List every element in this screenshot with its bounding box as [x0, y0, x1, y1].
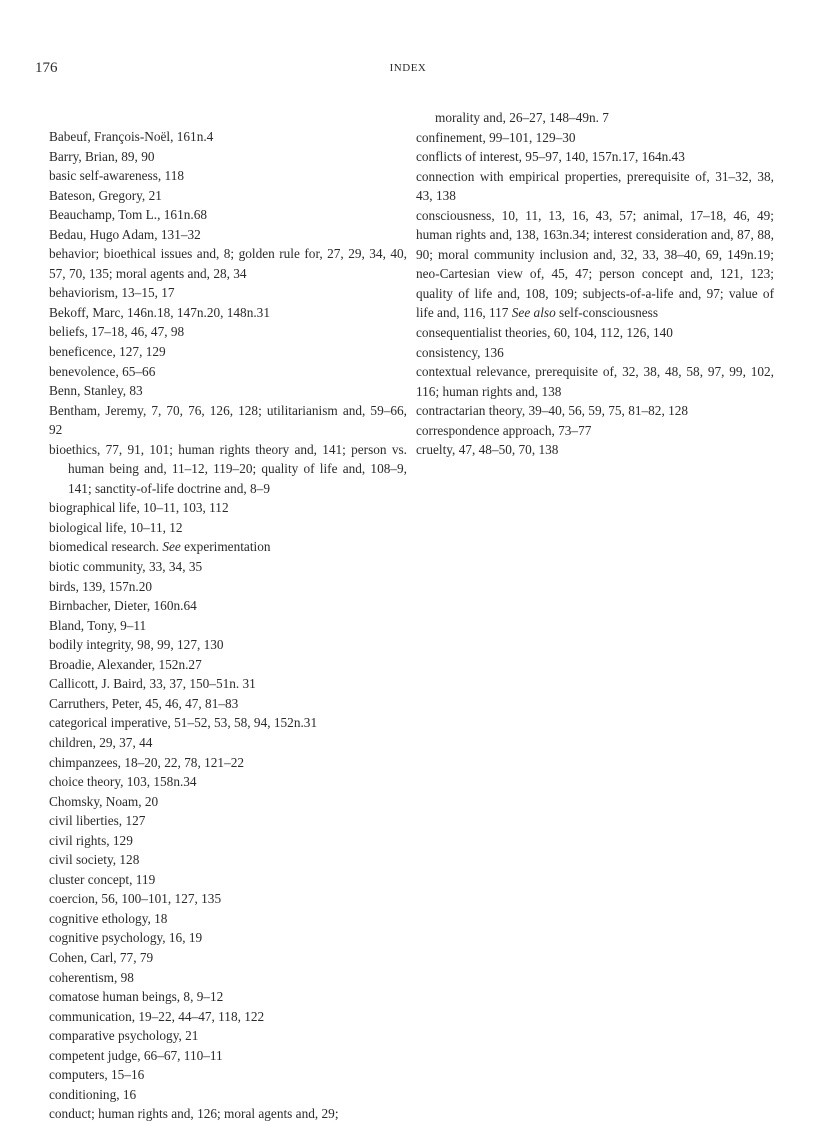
- index-entry: connection with empirical properties, prerequisite of, 31–32, 38, 43, 138: [416, 168, 774, 204]
- index-entry: behaviorism, 13–15, 17: [49, 285, 175, 301]
- index-entry: cognitive psychology, 16, 19: [49, 930, 203, 946]
- index-entry: conditioning, 16: [49, 1086, 137, 1102]
- index-column-right: [416, 108, 774, 460]
- index-entry: communication, 19–22, 44–47, 118, 122: [49, 1008, 265, 1024]
- index-entry: cluster concept, 119: [49, 871, 156, 887]
- index-entry: Beauchamp, Tom L., 161n.68: [49, 207, 207, 223]
- index-entry: civil rights, 129: [49, 832, 133, 848]
- index-entry: biographical life, 10–11, 103, 112: [49, 500, 229, 516]
- index-column-left: [49, 108, 407, 1124]
- entry-text: self-consciousness: [555, 305, 659, 321]
- index-entry: Bateson, Gregory, 21: [49, 187, 162, 203]
- index-entry: Benn, Stanley, 83: [49, 383, 143, 399]
- running-head: INDEX: [389, 62, 427, 74]
- see-reference: See: [162, 539, 181, 555]
- index-entry: birds, 139, 157n.20: [49, 578, 153, 594]
- index-entry: Babeuf, François-Noël, 161n.4: [49, 129, 214, 144]
- index-entry: conduct; human rights and, 126; moral agents and, 29;: [49, 1106, 339, 1122]
- index-entry: beliefs, 17–18, 46, 47, 98: [49, 324, 185, 340]
- index-entry: Bentham, Jeremy, 7, 70, 76, 126, 128; utilitarianism and, 59–66, 92: [49, 402, 407, 438]
- index-entry-consciousness: [416, 206, 774, 323]
- index-entry: cruelty, 47, 48–50, 70, 138: [416, 442, 559, 458]
- index-entry: cognitive ethology, 18: [49, 910, 168, 926]
- index-entry: competent judge, 66–67, 110–11: [49, 1047, 223, 1063]
- index-entry: children, 29, 37, 44: [49, 734, 153, 750]
- index-entry: Barry, Brian, 89, 90: [49, 148, 155, 164]
- index-entry: consequentialist theories, 60, 104, 112, 126, 140: [416, 325, 673, 341]
- index-entry: chimpanzees, 18–20, 22, 78, 121–22: [49, 754, 244, 770]
- entry-text: biomedical research.: [49, 539, 163, 555]
- page-number: 176: [35, 60, 58, 76]
- index-entry: bodily integrity, 98, 99, 127, 130: [49, 637, 224, 653]
- index-entry: categorical imperative, 51–52, 53, 58, 94, 152n.31: [49, 715, 318, 731]
- index-entry: Bekoff, Marc, 146n.18, 147n.20, 148n.31: [49, 304, 270, 320]
- index-entry: coherentism, 98: [49, 969, 134, 985]
- index-entry: civil liberties, 127: [49, 813, 146, 829]
- index-entry: Callicott, J. Baird, 33, 37, 150–51n. 31: [49, 676, 256, 692]
- index-entry: Bedau, Hugo Adam, 131–32: [49, 226, 201, 242]
- index-entry: correspondence approach, 73–77: [416, 422, 592, 438]
- index-entry: Chomsky, Noam, 20: [49, 793, 159, 809]
- index-entry: Carruthers, Peter, 45, 46, 47, 81–83: [49, 695, 239, 711]
- index-entry: contextual relevance, prerequisite of, 32, 38, 48, 58, 97, 99, 102, 116; human rights and, 138: [416, 364, 774, 399]
- index-entry: computers, 15–16: [49, 1067, 145, 1083]
- index-entry: behavior; bioethical issues and, 8; golden rule for, 27, 29, 34, 40, 57, 70, 135; moral agents and, 28, 34: [49, 246, 407, 281]
- entry-text: experimentation: [180, 539, 271, 555]
- index-entry: Cohen, Carl, 77, 79: [49, 949, 154, 965]
- index-entry: benevolence, 65–66: [49, 363, 156, 379]
- index-entry: contractarian theory, 39–40, 56, 59, 75, 81–82, 128: [416, 403, 689, 419]
- index-entry: biotic community, 33, 34, 35: [49, 559, 203, 575]
- index-entry: Birnbacher, Dieter, 160n.64: [49, 598, 197, 614]
- index-entry-continued: morality and, 26–27, 148–49n. 7: [435, 110, 609, 125]
- index-entry: civil society, 128: [49, 852, 140, 868]
- index-entry: comatose human beings, 8, 9–12: [49, 989, 224, 1005]
- see-also-reference: See also: [511, 305, 556, 321]
- index-entry: comparative psychology, 21: [49, 1028, 199, 1044]
- index-entry: basic self-awareness, 118: [49, 168, 185, 184]
- index-entry: beneficence, 127, 129: [49, 344, 166, 360]
- index-entry: confinement, 99–101, 129–30: [416, 129, 576, 145]
- index-entry: consistency, 136: [416, 344, 504, 360]
- index-entry: choice theory, 103, 158n.34: [49, 774, 197, 790]
- index-entry: Bland, Tony, 9–11: [49, 617, 147, 633]
- index-entry: coercion, 56, 100–101, 127, 135: [49, 891, 222, 907]
- index-entry: biological life, 10–11, 12: [49, 519, 183, 535]
- index-entry-biomedical-research: [49, 537, 407, 557]
- entry-text: consciousness, 10, 11, 13, 16, 43, 57; animal, 17–18, 46, 49; human rights and, 138, 163n.34; interest consideration and, 87, 88, 90; moral community inclusion and, 32, 33, 38–40, 69, 149n.19; neo-Cartesian view of, 45, 47; person concept and, 121, 123; quality of life and, 108, 109; subjects-of-a-life and, 97; value of life and, 116, 117: [416, 207, 774, 321]
- index-entry: Broadie, Alexander, 152n.27: [49, 656, 202, 672]
- index-entry: conflicts of interest, 95–97, 140, 157n.17, 164n.43: [416, 149, 685, 165]
- index-entry: bioethics, 77, 91, 101; human rights theory and, 141; person vs. human being and, 11–12, 119–20; quality of life and, 108–9, 141; sanctity-of-life doctrine and, 8–9: [49, 441, 407, 496]
